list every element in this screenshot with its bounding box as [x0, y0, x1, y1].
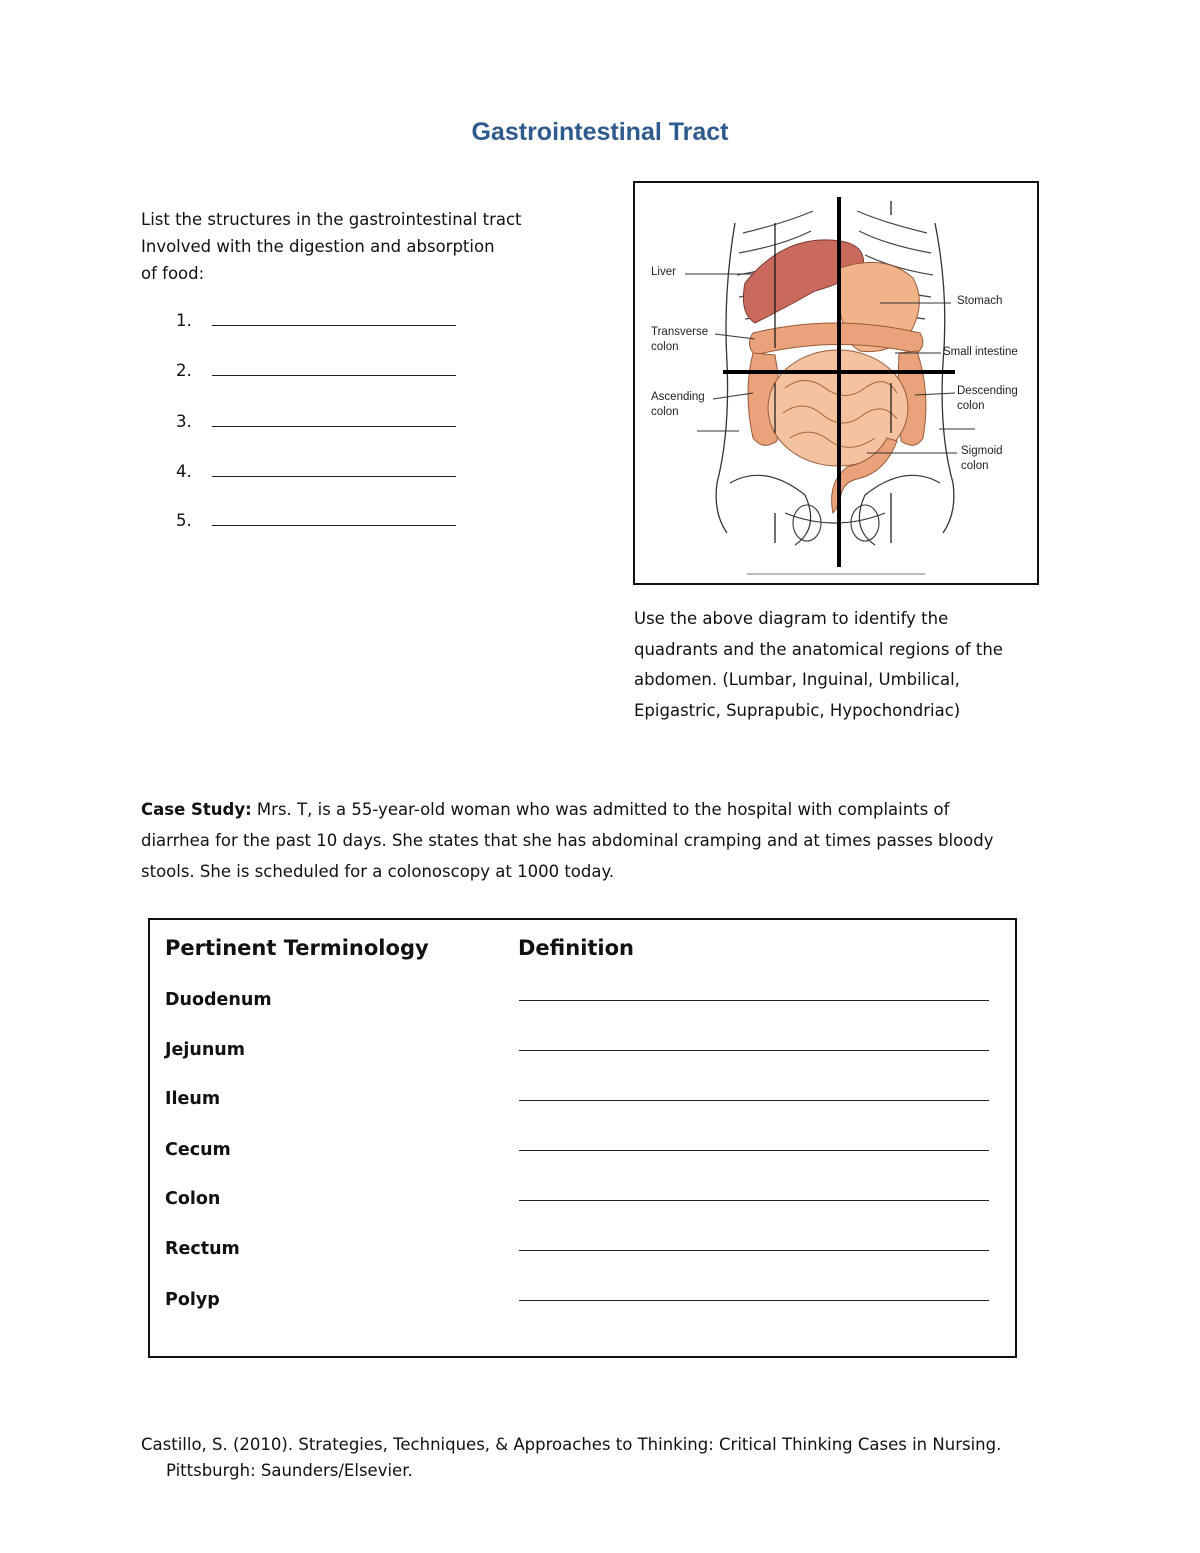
answer-blank[interactable] [212, 412, 456, 427]
definition-header: Definition [518, 936, 635, 960]
intro-prompt [141, 206, 571, 287]
term-ileum: Ileum [165, 1089, 221, 1109]
label-transverse-2: colon [651, 341, 679, 353]
term-rectum: Rectum [165, 1239, 240, 1259]
citation [141, 1432, 1001, 1484]
label-transverse-1: Transverse [651, 326, 709, 338]
term-duodenum: Duodenum [165, 990, 272, 1010]
label-descending-1: Descending [957, 385, 1018, 397]
case-study [141, 794, 1061, 887]
abdomen-diagram [633, 181, 1039, 585]
terminology-table [148, 918, 1017, 1358]
citation-line-1: Castillo, S. (2010). Strategies, Techniques, & Approaches to Thinking: Critical Thinking Cases in Nursing. [141, 1435, 1002, 1454]
list-number: 1. [176, 311, 192, 330]
label-descending-2: colon [957, 400, 985, 412]
terminology-header: Pertinent Terminology [165, 936, 429, 960]
answer-blank[interactable] [212, 511, 456, 526]
case-study-text-1: Mrs. T, is a 55-year-old woman who was admitted to the hospital with complaints of [251, 800, 950, 819]
list-number: 4. [176, 462, 192, 481]
instructions-line-1: Use the above diagram to identify the [634, 609, 949, 628]
definition-blank[interactable] [519, 1050, 989, 1051]
term-polyp: Polyp [165, 1290, 220, 1310]
case-study-label: Case Study: [141, 800, 252, 819]
term-jejunum: Jejunum [165, 1040, 245, 1060]
list-item [176, 511, 456, 530]
list-number: 5. [176, 511, 192, 530]
abdomen-illustration [635, 183, 1037, 583]
definition-blank[interactable] [519, 1150, 989, 1151]
label-liver: Liver [651, 266, 676, 278]
list-number: 3. [176, 412, 192, 431]
definition-blank[interactable] [519, 1100, 989, 1101]
intro-line-1: List the structures in the gastrointestinal tract [141, 210, 522, 229]
label-stomach: Stomach [957, 295, 1003, 307]
term-colon: Colon [165, 1189, 221, 1209]
instructions-line-4: Epigastric, Suprapubic, Hypochondriac) [634, 700, 961, 720]
label-sigmoid-2: colon [961, 460, 989, 472]
list-item [176, 361, 456, 380]
case-study-line-2: diarrhea for the past 10 days. She states that she has abdominal cramping and at times passes bloody [141, 831, 994, 850]
definition-blank[interactable] [519, 1250, 989, 1251]
instructions-line-3: abdomen. (Lumbar, Inguinal, Umbilical, [634, 670, 960, 689]
case-study-line-1 [141, 794, 1061, 825]
intro-line-2: Involved with the digestion and absorption [141, 237, 495, 256]
citation-line-2: Pittsburgh: Saunders/Elsevier. [166, 1461, 413, 1480]
list-item [176, 462, 456, 481]
term-cecum: Cecum [165, 1140, 231, 1160]
label-ascending-2: colon [651, 406, 679, 418]
label-sigmoid-1: Sigmoid [961, 445, 1003, 457]
diagram-instructions [634, 604, 1054, 726]
instructions-line-2: quadrants and the anatomical regions of the [634, 639, 1003, 659]
answer-blank[interactable] [212, 462, 456, 477]
answer-blank[interactable] [212, 361, 456, 376]
definition-blank[interactable] [519, 1300, 989, 1301]
definition-blank[interactable] [519, 1000, 989, 1001]
list-item [176, 311, 456, 330]
case-study-line-3: stools. She is scheduled for a colonoscopy at 1000 today. [141, 862, 615, 881]
definition-blank[interactable] [519, 1200, 989, 1201]
page-title: Gastrointestinal Tract [471, 118, 729, 146]
label-ascending-1: Ascending [651, 391, 705, 403]
intro-line-3: of food: [141, 264, 205, 283]
list-number: 2. [176, 361, 192, 380]
answer-blank[interactable] [212, 311, 456, 326]
list-item [176, 412, 456, 431]
label-small-intestine: Small intestine [943, 346, 1018, 358]
